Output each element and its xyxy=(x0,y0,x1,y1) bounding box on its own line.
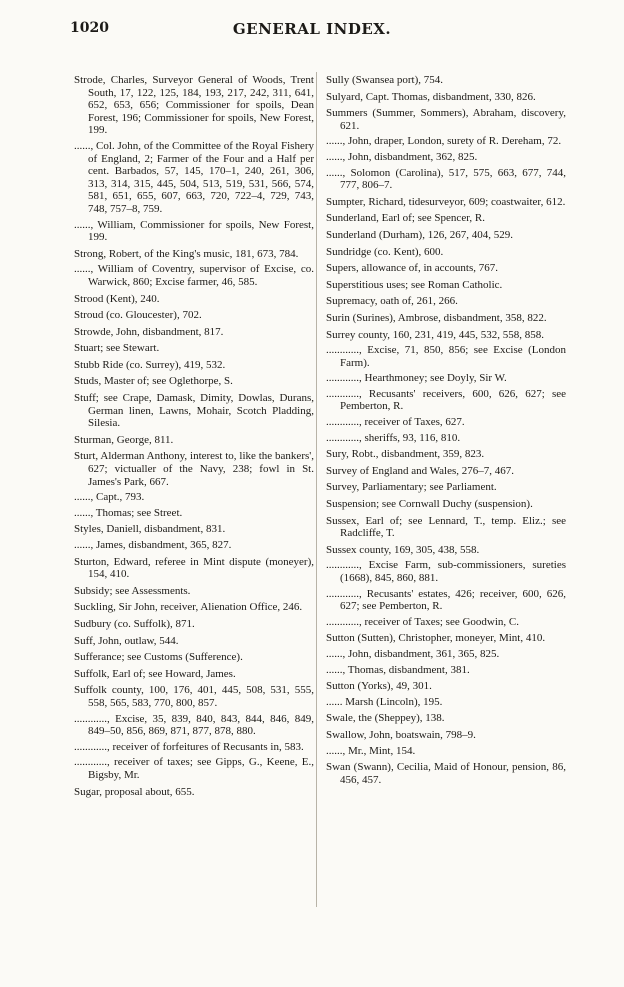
index-entry: ......, Thomas; see Street. xyxy=(74,506,183,519)
index-entry: Sury, Robt., disbandment, 359, 823. xyxy=(326,448,485,461)
index-entry: Studs, Master of; see Oglethorpe, S. xyxy=(74,375,233,388)
index-entry: Sudbury (co. Suffolk), 871. xyxy=(74,617,195,630)
index-entry: ......, Mr., Mint, 154. xyxy=(326,744,416,757)
index-entry: Stuff; see Crape, Damask, Dimity, Dowlas, Durans, German linen, Lawns, Mohair, Scotch Pladding, Silesia. xyxy=(74,392,314,430)
index-entry: Surin (Surines), Ambrose, disbandment, 358, 822. xyxy=(326,311,547,324)
index-entry: Sunderland, Earl of; see Spencer, R. xyxy=(326,212,486,225)
index-entry: Supremacy, oath of, 261, 266. xyxy=(326,295,458,308)
index-entry: ......, Col. John, of the Committee of the Royal Fishery of England, 2; Farmer of the Four and a Half per cent. Barbados, 57, 145, 170–1, 240, 261, 306, 313, 314, 315, 445, 504, 513, 519, 531, 566, 574, 581, 651, 655, 607, 663, 720, 722–4, 729, 743, 748, 757–8, 759. xyxy=(74,139,314,215)
index-entry: ............, Recusants' receivers, 600, 626, 627; see Pemberton, R. xyxy=(326,387,566,413)
index-entry: Swallow, John, boatswain, 798–9. xyxy=(326,728,476,741)
index-entry: ......, William, Commissioner for spoils, New Forest, 199. xyxy=(74,218,314,244)
right-column xyxy=(326,74,566,790)
index-entry: Stroud (co. Gloucester), 702. xyxy=(74,309,202,322)
index-entry: ............, receiver of forfeitures of Recusants in, 583. xyxy=(74,740,304,753)
index-entry: Sulyard, Capt. Thomas, disbandment, 330, 826. xyxy=(326,90,536,103)
page-title: GENERAL INDEX. xyxy=(232,20,392,38)
index-entry: ......, John, draper, London, surety of R. Dereham, 72. xyxy=(326,135,562,148)
index-entry: Sutton (Yorks), 49, 301. xyxy=(326,680,432,693)
index-entry: Sussex county, 169, 305, 438, 558. xyxy=(326,543,480,556)
index-entry: Suspension; see Cornwall Duchy (suspension). xyxy=(326,498,533,511)
index-entry: ......, Capt., 793. xyxy=(74,491,145,504)
index-entry: Subsidy; see Assessments. xyxy=(74,584,191,597)
index-entry: Suffolk county, 100, 176, 401, 445, 508, 531, 555, 558, 565, 583, 770, 800, 857. xyxy=(74,684,314,709)
index-entry: ............, Excise, 35, 839, 840, 843, 844, 846, 849, 849–50, 856, 869, 871, 877, 878, 880. xyxy=(74,712,314,738)
index-entry: ............, Excise, 71, 850, 856; see Excise (London Farm). xyxy=(326,344,566,369)
index-entry: Superstitious uses; see Roman Catholic. xyxy=(326,278,503,291)
index-entry: Strood (Kent), 240. xyxy=(74,292,160,305)
index-entry: Sumpter, Richard, tidesurveyor, 609; coastwaiter, 612. xyxy=(326,195,566,208)
index-entry: Sugar, proposal about, 655. xyxy=(74,785,195,798)
index-entry: Sutton (Sutten), Christopher, moneyer, Mint, 410. xyxy=(326,632,546,645)
index-entry: Sundridge (co. Kent), 600. xyxy=(326,245,444,258)
index-entry: ............, receiver of Taxes, 627. xyxy=(326,416,465,429)
index-entry: Survey, Parliamentary; see Parliament. xyxy=(326,481,497,494)
index-entry: ............, Recusants' estates, 426; receiver, 600, 626, 627; see Pemberton, R. xyxy=(326,587,566,613)
index-entry: ......, John, disbandment, 362, 825. xyxy=(326,150,478,163)
index-entry: Suckling, Sir John, receiver, Alienation Office, 246. xyxy=(74,601,303,614)
index-entry: Strong, Robert, of the King's music, 181, 673, 784. xyxy=(74,247,299,260)
index-entry: Summers (Summer, Sommers), Abraham, discovery, 621. xyxy=(326,107,566,132)
index-entry: ......, Thomas, disbandment, 381. xyxy=(326,663,470,676)
index-entry: Sturton, Edward, referee in Mint dispute (moneyer), 154, 410. xyxy=(74,555,314,581)
left-column xyxy=(74,74,314,802)
index-entry: ...... Marsh (Lincoln), 195. xyxy=(326,695,443,708)
index-entry: Sussex, Earl of; see Lennard, T., temp. Eliz.; see Radcliffe, T. xyxy=(326,514,566,540)
index-entry: ............, receiver of taxes; see Gipps, G., Keene, E., Bigsby, Mr. xyxy=(74,756,314,781)
index-entry: Sturman, George, 811. xyxy=(74,433,174,446)
index-entry: Styles, Daniell, disbandment, 831. xyxy=(74,523,226,536)
index-entry: ............, receiver of Taxes; see Goodwin, C. xyxy=(326,615,520,628)
index-entry: ............, Hearthmoney; see Doyly, Sir W. xyxy=(326,372,507,385)
index-entry: Stubb Ride (co. Surrey), 419, 532. xyxy=(74,358,226,371)
index-entry: Sufferance; see Customs (Sufference). xyxy=(74,651,243,664)
index-entry: Sunderland (Durham), 126, 267, 404, 529. xyxy=(326,228,513,241)
index-entry: Swale, the (Sheppey), 138. xyxy=(326,712,445,725)
index-entry: ......, James, disbandment, 365, 827. xyxy=(74,539,232,551)
index-entry: Suff, John, outlaw, 544. xyxy=(74,634,179,647)
page-number: 1020 xyxy=(70,20,109,36)
index-entry: Suffolk, Earl of; see Howard, James. xyxy=(74,667,236,680)
index-entry: ............, sheriffs, 93, 116, 810. xyxy=(326,431,461,444)
index-entry: ......, Solomon (Carolina), 517, 575, 663, 677, 744, 777, 806–7. xyxy=(326,166,566,192)
column-divider xyxy=(316,72,317,907)
index-entry: Surrey county, 160, 231, 419, 445, 532, 558, 858. xyxy=(326,328,545,341)
index-entry: ............, Excise Farm, sub-commissioners, sureties (1668), 845, 860, 881. xyxy=(326,559,566,584)
index-entry: Strowde, John, disbandment, 817. xyxy=(74,325,224,338)
index-entry: Sturt, Alderman Anthony, interest to, like the bankers', 627; victualler of the Navy, 238; fowl in St. James's Park, 667. xyxy=(74,450,314,488)
index-entry: ......, John, disbandment, 361, 365, 825. xyxy=(326,647,500,660)
index-entry: Survey of England and Wales, 276–7, 467. xyxy=(326,464,515,477)
index-entry: Strode, Charles, Surveyor General of Woods, Trent South, 17, 122, 125, 184, 193, 217, 242, 311, 641, 652, 653, 656; Commissioner for spoils, Dean Forest, 196; Commissioner for spoils, New Forest, 199. xyxy=(74,74,314,137)
index-entry: Supers, allowance of, in accounts, 767. xyxy=(326,262,498,275)
index-entry: ......, William of Coventry, supervisor of Excise, co. Warwick, 860; Excise farmer, 46, 585. xyxy=(74,263,314,288)
index-entry: Swan (Swann), Cecilia, Maid of Honour, pension, 86, 456, 457. xyxy=(326,761,566,786)
index-entry: Stuart; see Stewart. xyxy=(74,342,160,355)
index-entry: Sully (Swansea port), 754. xyxy=(326,74,444,86)
